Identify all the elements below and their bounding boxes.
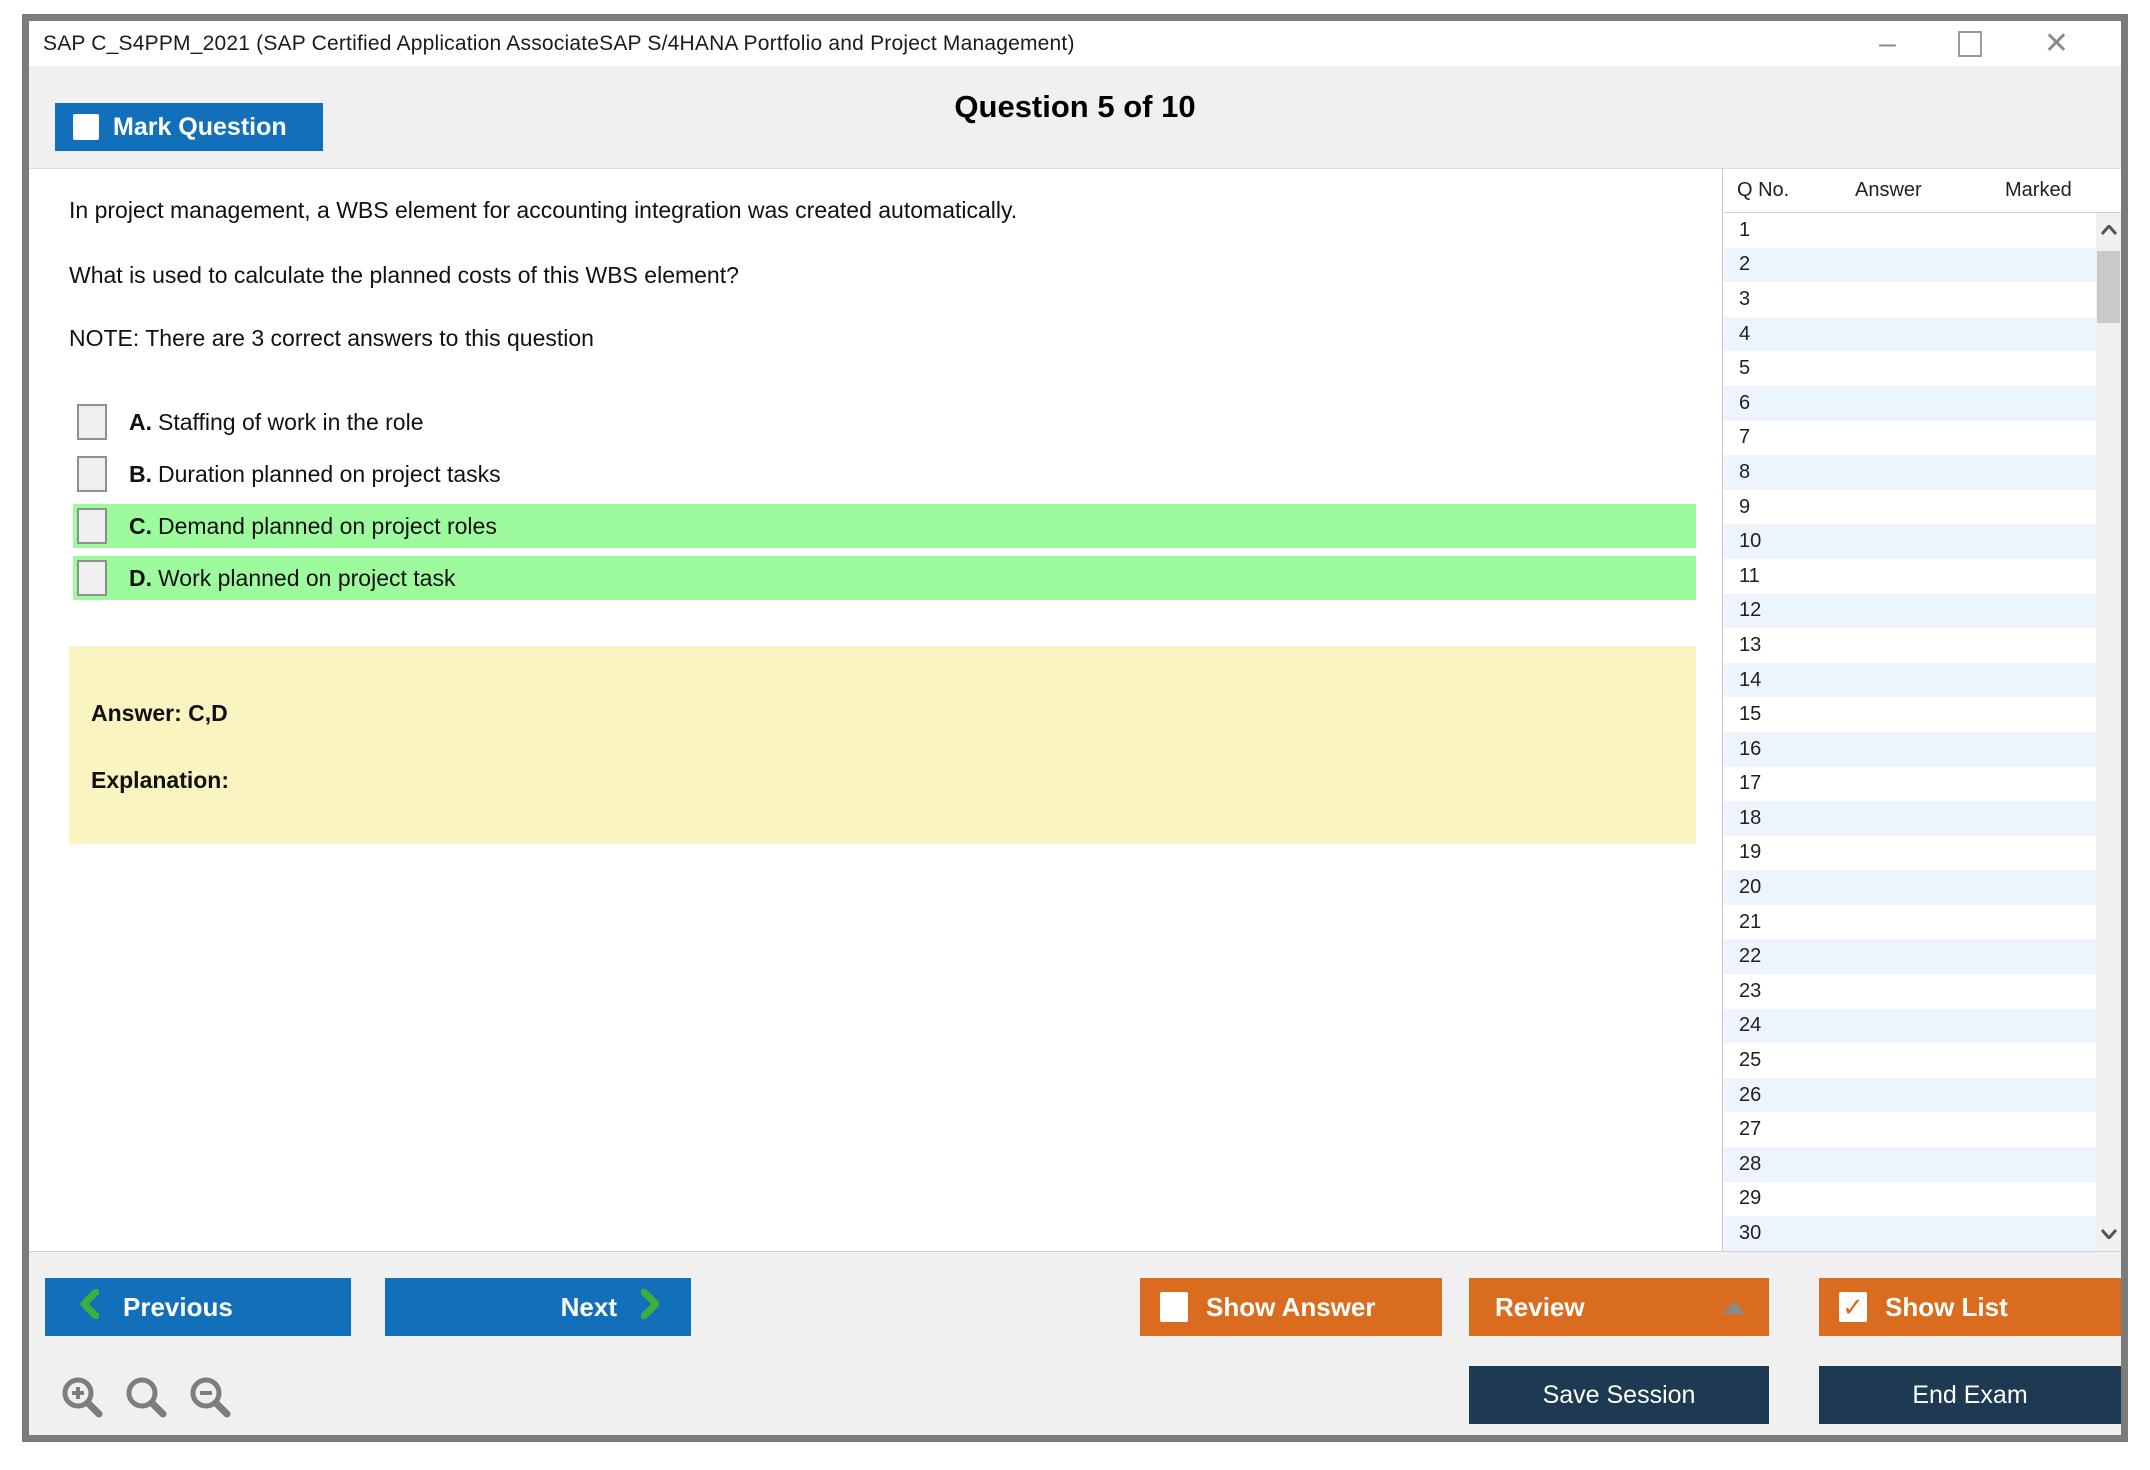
question-counter: Question 5 of 10	[954, 89, 1196, 124]
question-list-row[interactable]: 20	[1723, 870, 2096, 905]
question-list-row[interactable]: 18	[1723, 801, 2096, 836]
window-title: SAP C_S4PPM_2021 (SAP Certified Application AssociateSAP S/4HANA Portfolio and Project Management)	[43, 31, 1075, 55]
app-window	[22, 14, 2128, 1442]
column-header-answer: Answer	[1855, 179, 1922, 201]
question-note: NOTE: There are 3 correct answers to this question	[69, 325, 594, 351]
top-bar	[29, 67, 2121, 169]
zoom-out-icon[interactable]	[187, 1374, 233, 1425]
question-list-row[interactable]: 30	[1723, 1216, 2096, 1251]
option-checkbox[interactable]	[77, 508, 107, 544]
minimize-button[interactable]: –	[1879, 26, 1896, 60]
answer-text: Answer: C,D	[91, 700, 228, 726]
question-area	[29, 169, 1722, 1251]
show-list-checkbox[interactable]	[1839, 1292, 1867, 1322]
answer-box	[69, 646, 1696, 844]
question-list-row[interactable]: 24	[1723, 1009, 2096, 1044]
chevron-left-icon	[79, 1289, 99, 1326]
save-session-label: Save Session	[1542, 1380, 1696, 1409]
question-list-row[interactable]: 28	[1723, 1147, 2096, 1182]
question-list-body	[1723, 213, 2121, 1251]
scroll-down-icon[interactable]	[2096, 1219, 2121, 1249]
option-text: C. Demand planned on project roles	[129, 512, 497, 539]
column-header-qno: Q No.	[1737, 179, 1790, 201]
option-checkbox[interactable]	[77, 456, 107, 492]
question-list-row[interactable]: 2	[1723, 248, 2096, 283]
previous-label: Previous	[123, 1291, 233, 1322]
triangle-up-icon	[1723, 1301, 1745, 1314]
scrollbar-thumb[interactable]	[2097, 251, 2120, 323]
explanation-label: Explanation:	[91, 767, 230, 793]
question-list-row[interactable]: 15	[1723, 697, 2096, 732]
question-list-row[interactable]: 4	[1723, 317, 2096, 352]
show-list-label: Show List	[1885, 1291, 2008, 1322]
option-row-b[interactable]	[73, 452, 1696, 496]
question-list-row[interactable]: 10	[1723, 524, 2096, 559]
zoom-in-icon[interactable]	[59, 1374, 105, 1425]
question-list-row[interactable]: 17	[1723, 767, 2096, 802]
question-list-row[interactable]: 27	[1723, 1112, 2096, 1147]
option-row-a[interactable]	[73, 400, 1696, 444]
footer-bar	[29, 1251, 2121, 1435]
question-list-row[interactable]: 13	[1723, 628, 2096, 663]
question-list-header	[1723, 169, 2121, 213]
question-list-row[interactable]: 23	[1723, 974, 2096, 1009]
next-label: Next	[560, 1291, 617, 1322]
question-list-row[interactable]: 21	[1723, 905, 2096, 940]
option-row-c[interactable]	[73, 504, 1696, 548]
question-list-row[interactable]: 5	[1723, 351, 2096, 386]
question-list-rows	[1723, 213, 2096, 1251]
check-icon: ✓	[1842, 1292, 1864, 1322]
next-button[interactable]	[385, 1278, 691, 1336]
option-text: D. Work planned on project task	[129, 564, 456, 591]
previous-button[interactable]	[45, 1278, 351, 1336]
question-prompt: What is used to calculate the planned costs of this WBS element?	[69, 262, 739, 288]
titlebar	[29, 21, 2121, 67]
window-controls	[1879, 26, 2121, 60]
show-answer-label: Show Answer	[1206, 1291, 1376, 1322]
review-label: Review	[1495, 1291, 1585, 1322]
question-list-panel	[1722, 169, 2121, 1251]
option-row-d[interactable]	[73, 556, 1696, 600]
zoom-reset-icon[interactable]	[123, 1374, 169, 1425]
question-list-row[interactable]: 29	[1723, 1182, 2096, 1217]
zoom-tools	[59, 1374, 233, 1425]
option-checkbox[interactable]	[77, 404, 107, 440]
scroll-up-icon[interactable]	[2096, 215, 2121, 245]
review-button[interactable]	[1469, 1278, 1769, 1336]
question-list-row[interactable]: 9	[1723, 490, 2096, 525]
column-header-marked: Marked	[2005, 179, 2072, 201]
question-list-row[interactable]: 25	[1723, 1043, 2096, 1078]
question-list-row[interactable]: 3	[1723, 282, 2096, 317]
show-answer-checkbox[interactable]	[1160, 1292, 1188, 1322]
question-list-row[interactable]: 16	[1723, 732, 2096, 767]
question-list-row[interactable]: 7	[1723, 421, 2096, 456]
question-list-row[interactable]: 6	[1723, 386, 2096, 421]
question-list-row[interactable]: 19	[1723, 836, 2096, 871]
question-list-row[interactable]: 14	[1723, 663, 2096, 698]
question-list-row[interactable]: 8	[1723, 455, 2096, 490]
show-list-button[interactable]	[1819, 1278, 2121, 1336]
close-button[interactable]: ✕	[2043, 26, 2069, 60]
main-area	[29, 169, 2121, 1251]
end-exam-button[interactable]	[1819, 1366, 2121, 1424]
show-answer-button[interactable]	[1140, 1278, 1442, 1336]
option-text: A. Staffing of work in the role	[129, 408, 424, 435]
option-text: B. Duration planned on project tasks	[129, 460, 501, 487]
mark-question-label: Mark Question	[113, 112, 287, 141]
question-list-row[interactable]: 11	[1723, 559, 2096, 594]
question-list-row[interactable]: 26	[1723, 1078, 2096, 1113]
question-list-row[interactable]: 12	[1723, 594, 2096, 629]
question-list-row[interactable]: 22	[1723, 939, 2096, 974]
save-session-button[interactable]	[1469, 1366, 1769, 1424]
maximize-button[interactable]	[1958, 31, 1982, 57]
question-intro: In project management, a WBS element for accounting integration was created automatically.	[69, 197, 1018, 223]
question-list-row[interactable]: 1	[1723, 213, 2096, 248]
option-checkbox[interactable]	[77, 560, 107, 596]
question-list-scrollbar[interactable]	[2096, 213, 2121, 1251]
end-exam-label: End Exam	[1912, 1380, 2028, 1409]
chevron-right-icon	[641, 1289, 661, 1326]
options-list	[73, 400, 1696, 600]
